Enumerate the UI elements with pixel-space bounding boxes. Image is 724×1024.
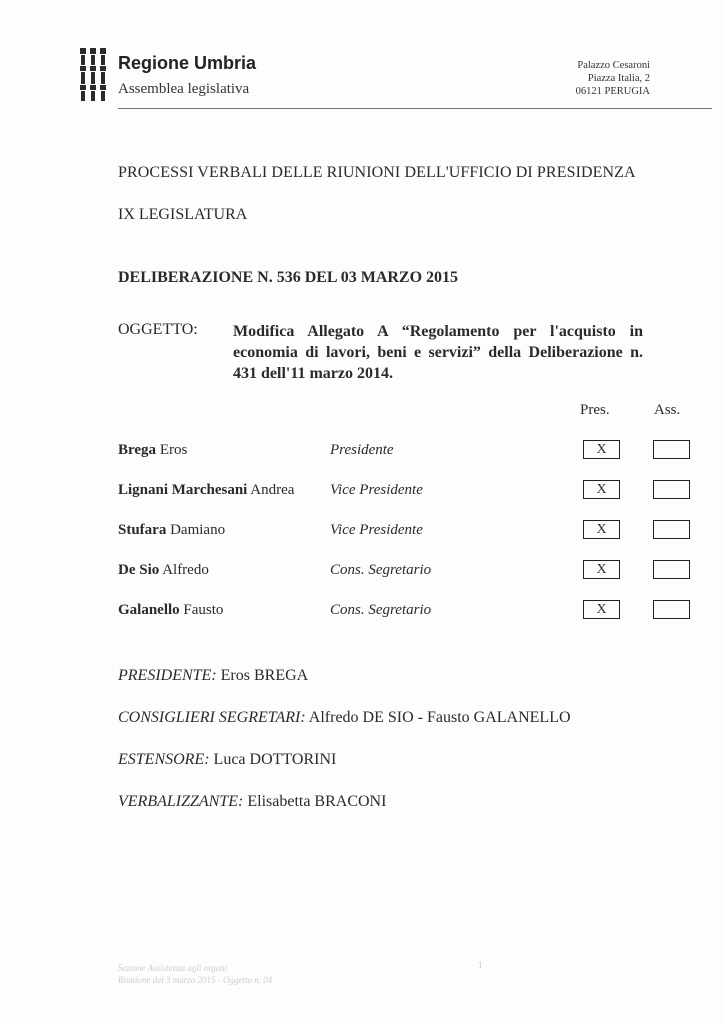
member-surname: Lignani Marchesani <box>118 482 248 498</box>
absent-column-header: Ass. <box>654 402 681 418</box>
absent-checkbox <box>653 480 690 499</box>
org-name: Regione Umbria <box>118 53 257 73</box>
member-firstname: Damiano <box>170 522 226 538</box>
address-line: Palazzo Cesaroni <box>577 60 650 71</box>
member-row <box>0 560 724 584</box>
address-block <box>576 59 650 98</box>
member-firstname: Alfredo <box>162 562 209 578</box>
member-name <box>118 562 209 579</box>
address-line: 06121 PERUGIA <box>575 86 650 97</box>
member-role: Cons. Segretario <box>330 602 432 618</box>
member-role: Vice Presidente <box>330 482 423 498</box>
member-row <box>0 440 724 464</box>
member-surname: Galanello <box>118 602 180 618</box>
absent-checkbox <box>653 600 690 619</box>
member-firstname: Eros <box>159 442 188 458</box>
member-name <box>118 602 223 619</box>
address-line: Piazza Italia, 2 <box>587 73 650 84</box>
deliberation-heading: DELIBERAZIONE N. 536 DEL 03 MARZO 2015 <box>118 269 459 286</box>
org-subtitle: Assemblea legislativa <box>118 81 250 97</box>
absent-checkbox <box>653 560 690 579</box>
header-divider <box>118 108 712 109</box>
member-name <box>118 482 294 499</box>
member-firstname: Andrea <box>250 482 295 498</box>
present-column-header: Pres. <box>580 402 610 418</box>
member-firstname: Fausto <box>183 602 224 618</box>
member-role: Vice Presidente <box>330 522 423 538</box>
signatory-value: Elisabetta BRACONI <box>247 793 387 810</box>
signatory-president <box>118 667 308 685</box>
signatory-minute-taker <box>118 793 386 811</box>
signatory-label: VERBALIZZANTE: <box>118 793 244 810</box>
member-row <box>0 600 724 624</box>
signatory-value: Alfredo DE SIO - Fausto GALANELLO <box>308 709 571 726</box>
footer-line: Riunione del 3 marzo 2015 - Oggetto n. 04 <box>118 975 273 985</box>
document-title: PROCESSI VERBALI DELLE RIUNIONI DELL'UFFICIO DI PRESIDENZA <box>118 164 636 181</box>
absent-checkbox <box>653 440 690 459</box>
regione-umbria-logo-icon <box>80 46 106 102</box>
member-name <box>118 442 187 459</box>
present-checkbox: X <box>583 520 620 539</box>
signatory-drafter <box>118 751 336 769</box>
present-checkbox: X <box>583 480 620 499</box>
footer-line: Sezione Assistenza agli organi <box>118 963 228 973</box>
signatory-secretaries <box>118 709 571 727</box>
member-role: Presidente <box>330 442 394 458</box>
subject-text: Modifica Allegato A “Regolamento per l'acquisto in economia di lavori, beni e servizi” della Deliberazione n. 431 dell'11 marzo 2014. <box>233 323 643 382</box>
subject-label: OGGETTO: <box>118 321 198 338</box>
member-surname: Brega <box>118 442 157 458</box>
page-number: 1 <box>478 960 483 970</box>
signatory-label: PRESIDENTE: <box>118 667 217 684</box>
member-name <box>118 522 225 539</box>
member-surname: Stufara <box>118 522 167 538</box>
signatory-value: Luca DOTTORINI <box>213 751 337 768</box>
present-checkbox: X <box>583 440 620 459</box>
absent-checkbox <box>653 520 690 539</box>
signatory-value: Eros BREGA <box>220 667 309 684</box>
present-checkbox: X <box>583 560 620 579</box>
signatory-label: ESTENSORE: <box>118 751 210 768</box>
present-checkbox: X <box>583 600 620 619</box>
member-surname: De Sio <box>118 562 160 578</box>
member-role: Cons. Segretario <box>330 562 432 578</box>
member-row <box>0 480 724 504</box>
member-row <box>0 520 724 544</box>
signatory-label: CONSIGLIERI SEGRETARI: <box>118 709 306 726</box>
page-footer <box>118 962 272 986</box>
legislature-label: IX LEGISLATURA <box>118 206 248 223</box>
